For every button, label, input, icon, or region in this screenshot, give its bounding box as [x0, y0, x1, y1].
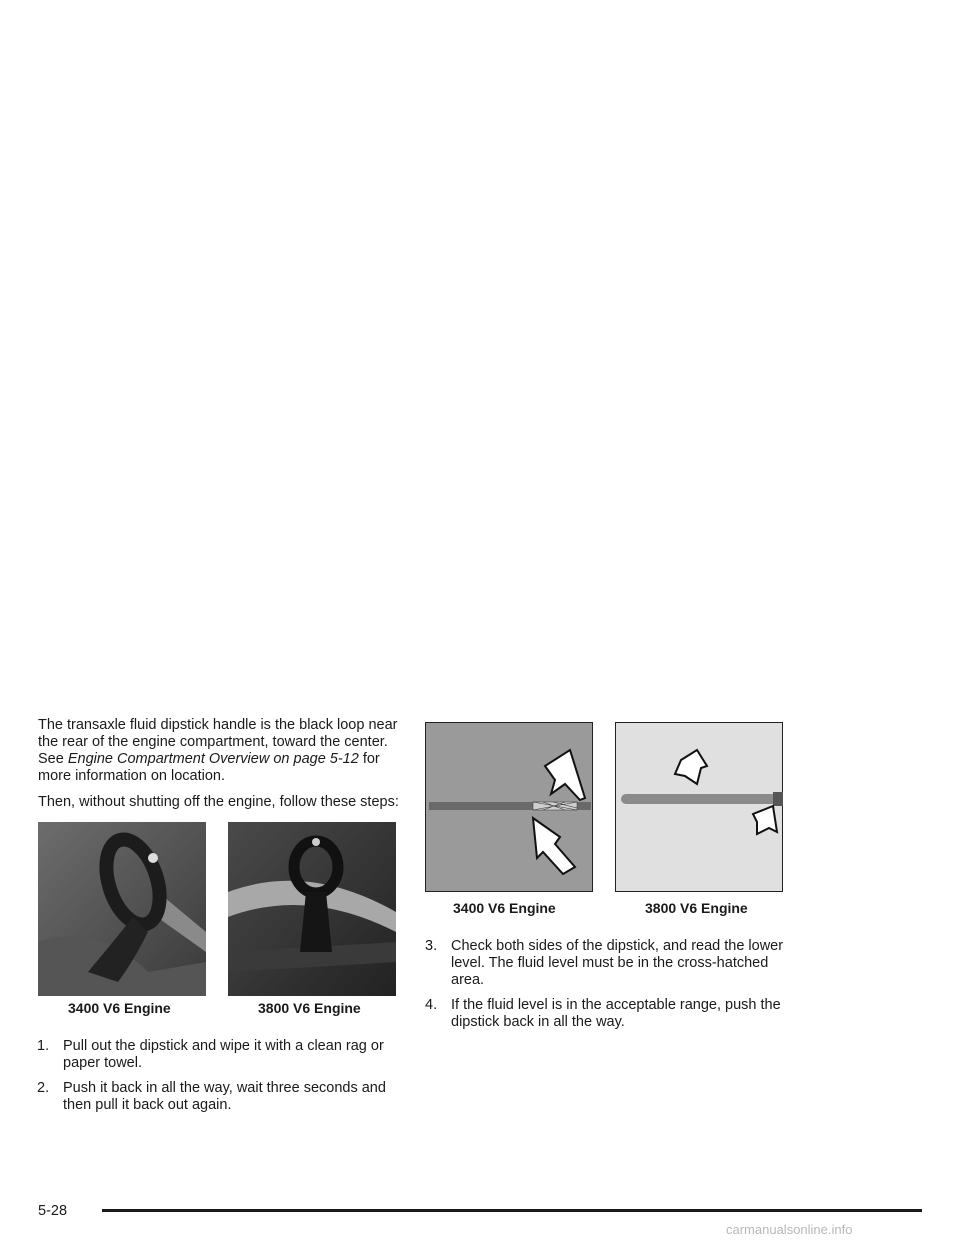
left-column [38, 717, 400, 1122]
photo-3800-dipstick-level [615, 722, 783, 892]
figure2-caption-3800: 3800 V6 Engine [645, 900, 748, 916]
steps-list-right [425, 938, 790, 1031]
figure1-caption-3400: 3400 V6 Engine [68, 1000, 171, 1016]
figure1-caption-3800: 3800 V6 Engine [258, 1000, 361, 1016]
page-number: 5-28 [38, 1203, 68, 1219]
photo-3400-dipstick-level [425, 722, 593, 892]
photo-3800-engine-handle [228, 822, 396, 996]
dipstick-level-figure [425, 722, 790, 918]
steps-list-left [38, 1038, 400, 1114]
dipstick-handle-figure [38, 822, 400, 1018]
watermark-text: carmanualsonline.info [726, 1222, 853, 1237]
list-item: 2. Push it back in all the way, wait three seconds and then pull it back out again. [37, 1080, 386, 1113]
list-item: 3. Check both sides of the dipstick, and read the lower level. The fluid level must be in the cross-hatched area. [425, 938, 784, 988]
list-item: 1. Pull out the dipstick and wipe it with a clean rag or paper towel. [37, 1038, 384, 1071]
page-reference-link[interactable]: Engine Compartment Overview on page 5-12 [67, 751, 359, 767]
footer-rule [102, 1209, 922, 1212]
figure2-caption-3400: 3400 V6 Engine [453, 900, 556, 916]
list-item: 4. If the fluid level is in the acceptable range, push the dipstick back in all the way. [425, 997, 781, 1030]
photo-3400-engine-handle [38, 822, 206, 996]
right-column [425, 722, 790, 1039]
intro-paragraph: The transaxle fluid dipstick handle is the black loop near the rear of the engine compartment, toward the center. See Engine Compartment Overview on page 5-12 for more information on location. [38, 717, 398, 784]
then-paragraph: Then, without shutting off the engine, follow these steps: [38, 794, 399, 810]
